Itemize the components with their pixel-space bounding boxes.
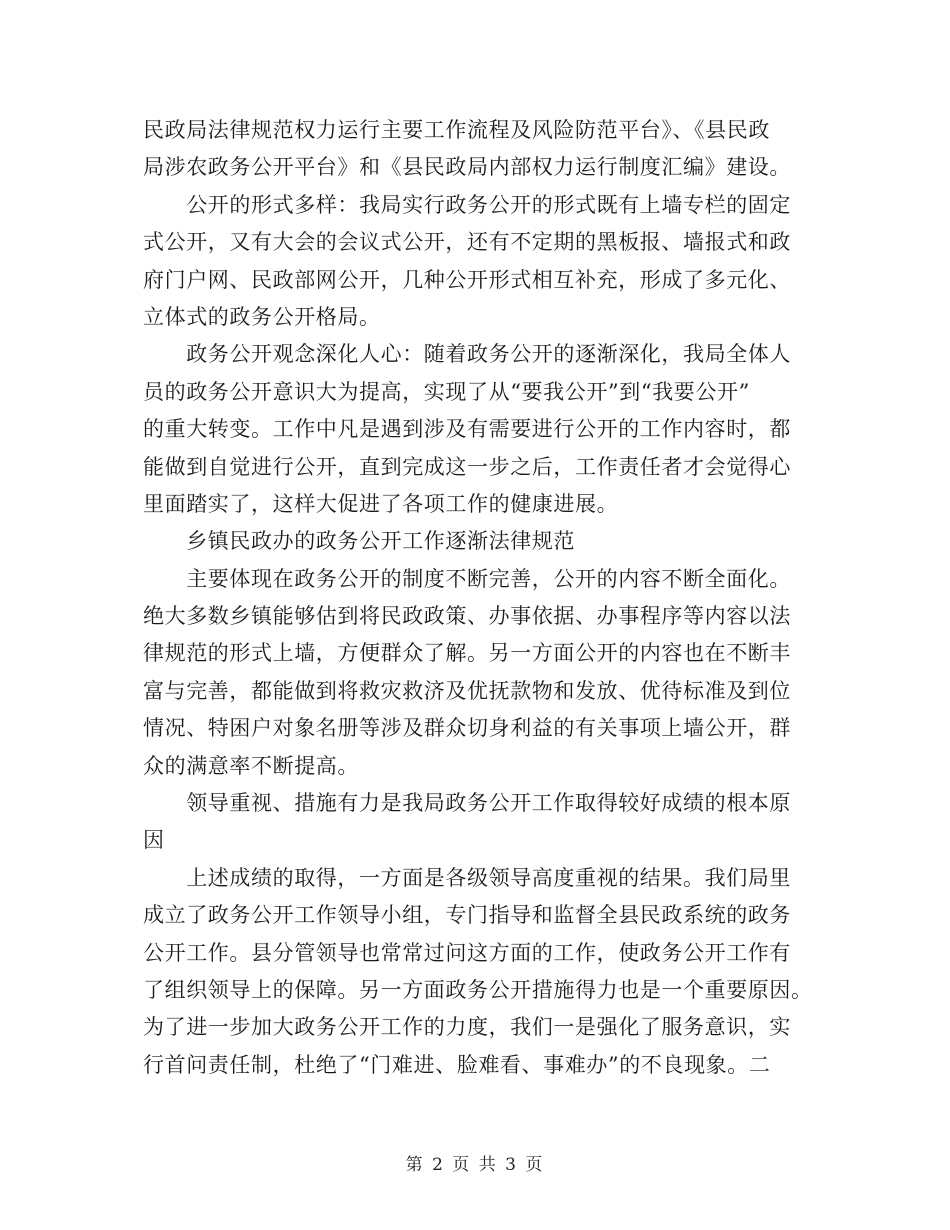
text-line: 立体式的政务公开格局。	[143, 304, 381, 329]
page-number-footer: 第 2 页 共 3 页	[405, 1155, 545, 1175]
text-line: 式公开，又有大会的会议式公开，还有不定期的黑板报、墙报式和政	[143, 230, 791, 255]
text-line: 行首问责任制，杜绝了“门难进、脸难看、事难办”的不良现象。二	[143, 1052, 771, 1077]
text-line: 里面踏实了，这样大促进了各项工作的健康进展。	[143, 491, 619, 516]
text-line: 府门户网、民政部网公开，几种公开形式相互补充，形成了多元化、	[143, 267, 791, 292]
text-line: 能做到自觉进行公开，直到完成这一步之后，工作责任者才会觉得心	[143, 454, 791, 479]
body-text	[143, 112, 811, 1084]
text-line: 公开的形式多样：我局实行政务公开的形式既有上墙专栏的固定	[143, 192, 791, 217]
text-line: 公开工作。县分管领导也常常过问这方面的工作，使政务公开工作有	[143, 940, 791, 965]
text-line: 富与完善，都能做到将救灾救济及优抚款物和发放、优待标准及到位	[143, 678, 791, 703]
text-line: 民政局法律规范权力运行主要工作流程及风险防范平台》、《县民政	[143, 118, 770, 142]
text-line: 员的政务公开意识大为提高，实现了从“要我公开”到“我要公开”	[143, 379, 750, 404]
text-line: 众的满意率不断提高。	[143, 753, 359, 778]
text-line: 局涉农政务公开平台》和《县民政局内部权力运行制度汇编》建设。	[143, 155, 791, 180]
section-heading: 领导重视、措施有力是我局政务公开工作取得较好成绩的根本原	[143, 791, 791, 816]
text-line: 情况、特困户对象名册等涉及群众切身利益的有关事项上墙公开，群	[143, 716, 791, 741]
text-line: 为了进一步加大政务公开工作的力度，我们一是强化了服务意识，实	[143, 1015, 791, 1040]
text-line: 的重大转变。工作中凡是遇到涉及有需要进行公开的工作内容时，都	[143, 417, 791, 442]
section-heading: 因	[143, 828, 165, 853]
section-heading: 乡镇民政办的政务公开工作逐渐法律规范	[143, 529, 575, 554]
text-line: 政务公开观念深化人心：随着政务公开的逐渐深化，我局全体人	[143, 342, 791, 367]
text-line: 上述成绩的取得，一方面是各级领导高度重视的结果。我们局里	[143, 865, 791, 890]
text-line: 律规范的形式上墙，方便群众了解。另一方面公开的内容也在不断丰	[143, 641, 791, 666]
text-line: 成立了政务公开工作领导小组，专门指导和监督全县民政系统的政务	[143, 903, 791, 928]
text-line: 绝大多数乡镇能够估到将民政政策、办事依据、办事程序等内容以法	[143, 604, 791, 629]
text-line: 主要体现在政务公开的制度不断完善，公开的内容不断全面化。	[143, 566, 791, 591]
text-line: 了组织领导上的保障。另一方面政务公开措施得力也是一个重要原因。	[143, 977, 813, 1002]
